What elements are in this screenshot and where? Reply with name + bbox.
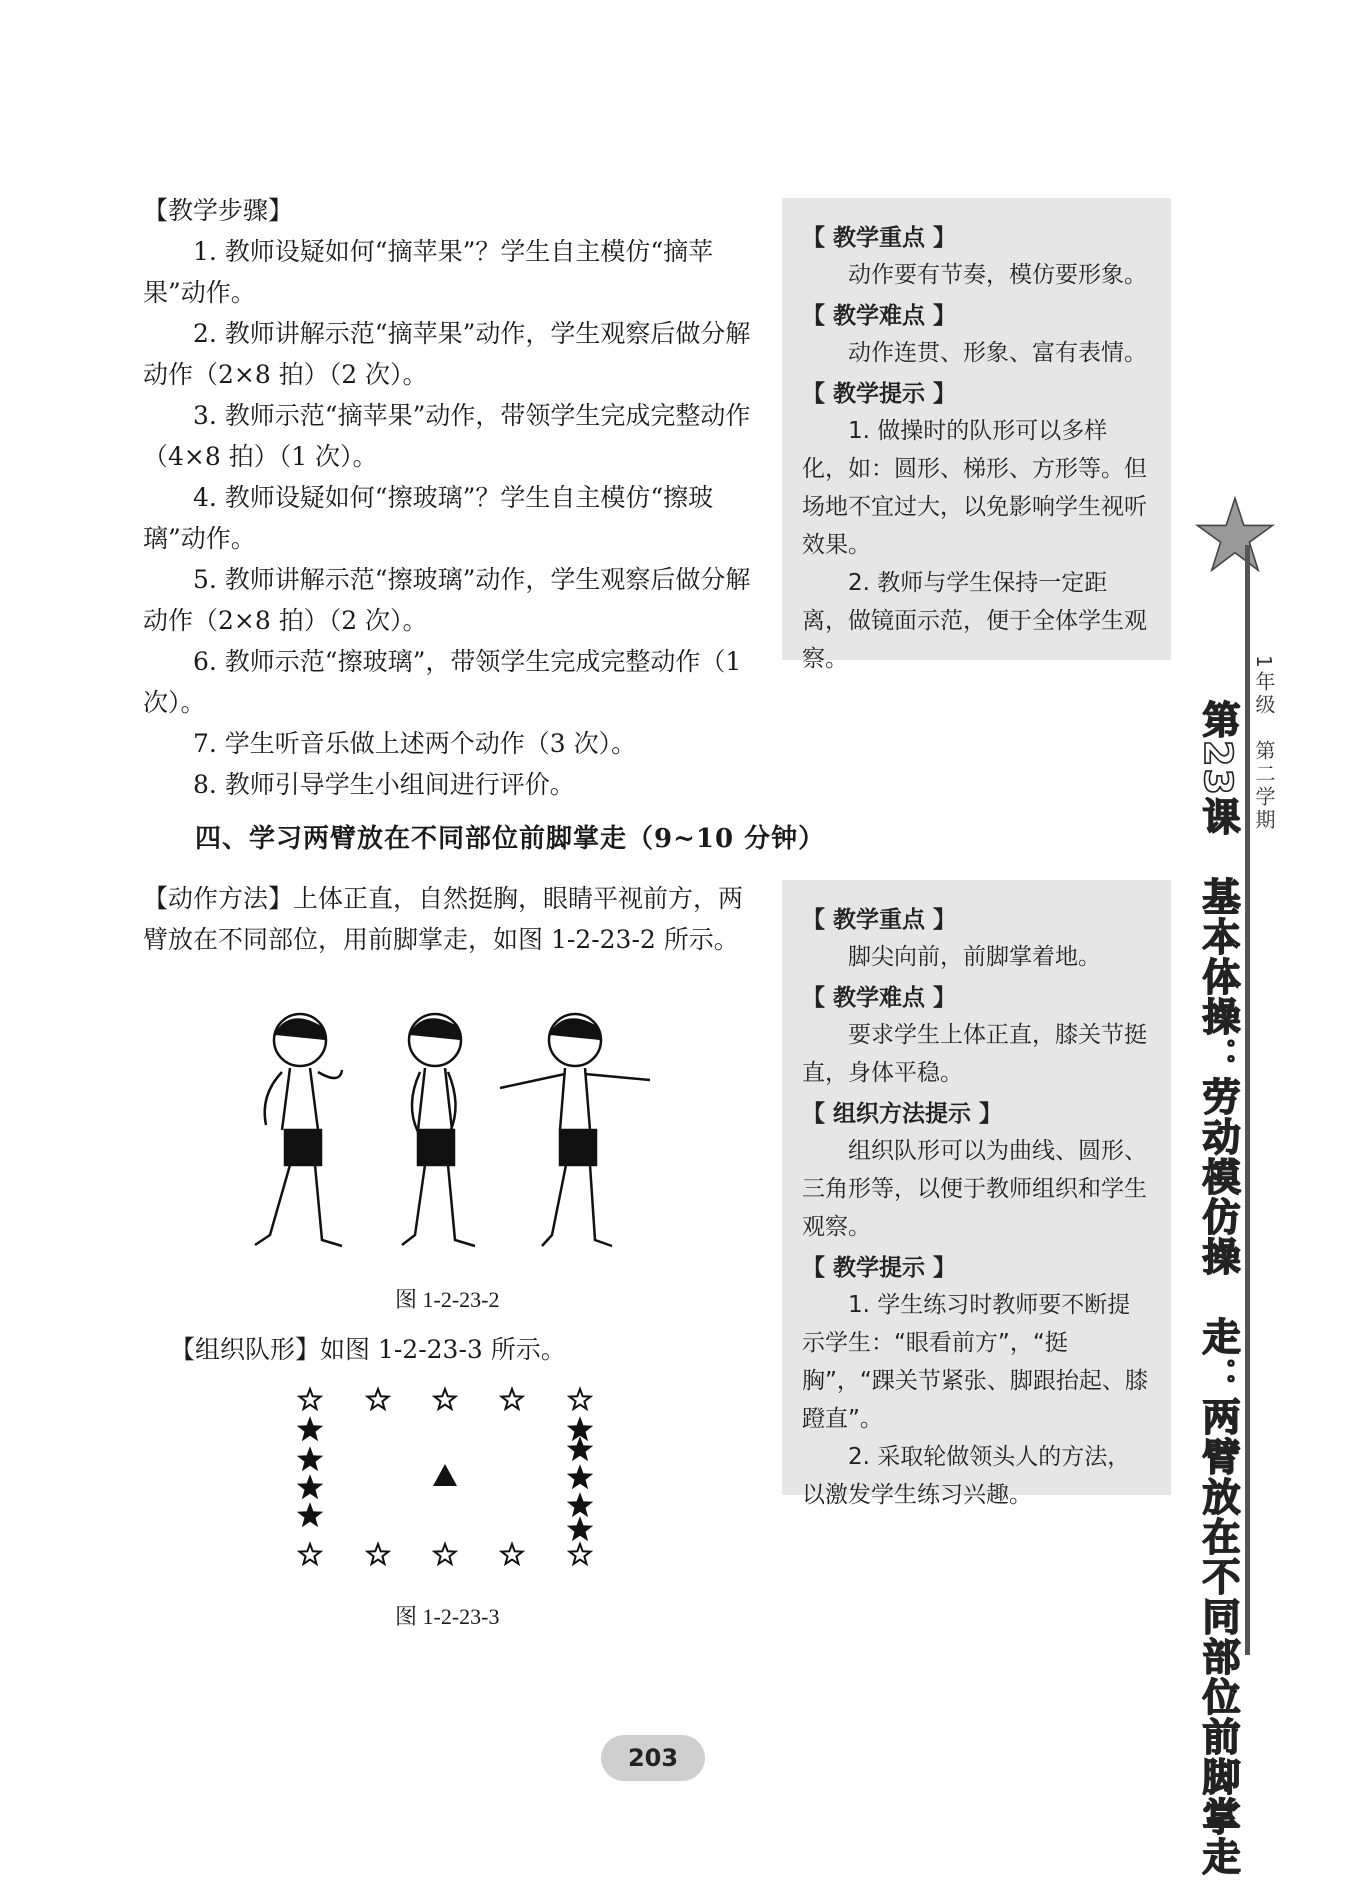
formation-text: 【组织队形】如图 1-2-23-3 所示。	[170, 1335, 566, 1364]
student-star-filled	[300, 1419, 321, 1439]
section-title: 四、学习两臂放在不同部位前脚掌走（9~10 分钟）	[195, 824, 826, 854]
key-point-heading: 【 教学重点 】	[802, 225, 957, 251]
tip-text: 2. 教师与学生保持一定距离，做镜面示范，便于全体学生观察。	[802, 570, 1147, 672]
step-item: 2. 教师讲解示范“摘苹果”动作，学生观察后做分解动作（2×8 拍）（2 次）。	[143, 319, 751, 389]
organization-text: 组织队形可以为曲线、圆形、三角形等，以便于教师组织和学生观察。	[802, 1138, 1147, 1240]
student-star-outline	[435, 1544, 456, 1564]
key-point-text: 脚尖向前，前脚掌着地。	[848, 944, 1101, 970]
tips-box-2	[782, 880, 1171, 1508]
teaching-steps	[143, 190, 753, 805]
tips-heading: 【 教学提示 】	[802, 1255, 957, 1281]
student-star-outline	[368, 1389, 389, 1409]
student-star-outline	[570, 1389, 591, 1409]
step-item: 5. 教师讲解示范“擦玻璃”动作，学生观察后做分解动作（2×8 拍）（2 次）。	[143, 565, 751, 635]
walking-figures-illustration	[230, 1000, 670, 1260]
step-item: 6. 教师示范“擦玻璃”，带领学生完成完整动作（1 次）。	[143, 647, 742, 717]
student-star-filled	[300, 1505, 321, 1525]
star-icon	[1195, 495, 1275, 575]
student-star-outline	[435, 1389, 456, 1409]
student-star-filled	[300, 1449, 321, 1469]
teacher-triangle	[433, 1464, 457, 1486]
student-star-filled	[570, 1495, 591, 1515]
lesson-title: 第23课 基本体操：劳动模仿操 走：两臂放在不同部位前脚掌走	[1196, 700, 1240, 1877]
step-item: 4. 教师设疑如何“擦玻璃”？学生自主模仿“擦玻璃”动作。	[143, 483, 714, 553]
method-text: 【动作方法】上体正直，自然挺胸，眼睛平视前方，两臂放在不同部位，用前脚掌走，如图 1-2-23-2 所示。	[143, 884, 744, 954]
student-star-filled	[570, 1419, 591, 1439]
figure-caption-2: 图 1-2-23-2	[395, 1287, 500, 1312]
student-star-filled	[300, 1477, 321, 1497]
formation-diagram	[290, 1385, 610, 1585]
tips-box-1	[782, 198, 1171, 672]
student-star-outline	[368, 1544, 389, 1564]
step-item: 1. 教师设疑如何“摘苹果”？学生自主模仿“摘苹果”动作。	[143, 237, 714, 307]
difficulty-heading: 【 教学难点 】	[802, 303, 957, 329]
figure-caption-3: 图 1-2-23-3	[395, 1604, 500, 1629]
difficulty-text: 动作连贯、形象、富有表情。	[848, 340, 1147, 366]
student-star-filled	[570, 1439, 591, 1459]
organization-heading: 【 组织方法提示 】	[802, 1101, 1003, 1127]
step-item: 8. 教师引导学生小组间进行评价。	[193, 770, 575, 799]
tip-text: 2. 采取轮做领头人的方法，以激发学生练习兴趣。	[802, 1444, 1131, 1508]
student-star-outline	[300, 1544, 321, 1564]
tip-text: 1. 做操时的队形可以多样化，如：圆形、梯形、方形等。但场地不宜过大，以免影响学生视听效果。	[802, 418, 1147, 558]
key-point-text: 动作要有节奏，模仿要形象。	[848, 262, 1147, 288]
tip-text: 1. 学生练习时教师要不断提示学生：“眼看前方”，“挺胸”，“踝关节紧张、脚跟抬起、膝蹬直”。	[802, 1292, 1148, 1432]
action-method	[143, 878, 753, 960]
student-star-outline	[502, 1389, 523, 1409]
student-star-outline	[300, 1389, 321, 1409]
step-item: 7. 学生听音乐做上述两个动作（3 次）。	[193, 729, 637, 758]
student-star-filled	[570, 1519, 591, 1539]
student-star-filled	[570, 1467, 591, 1487]
grade-label: 1年级 第二学期	[1252, 655, 1276, 832]
student-star-outline	[502, 1544, 523, 1564]
difficulty-heading: 【 教学难点 】	[802, 985, 957, 1011]
step-item: 3. 教师示范“摘苹果”动作，带领学生完成完整动作（4×8 拍）（1 次）。	[143, 401, 751, 471]
student-star-outline	[570, 1544, 591, 1564]
steps-heading: 【教学步骤】	[143, 196, 294, 225]
tips-heading: 【 教学提示 】	[802, 381, 957, 407]
difficulty-text: 要求学生上体正直，膝关节挺直，身体平稳。	[802, 1022, 1147, 1086]
key-point-heading: 【 教学重点 】	[802, 907, 957, 933]
page-number: 203	[601, 1735, 705, 1781]
